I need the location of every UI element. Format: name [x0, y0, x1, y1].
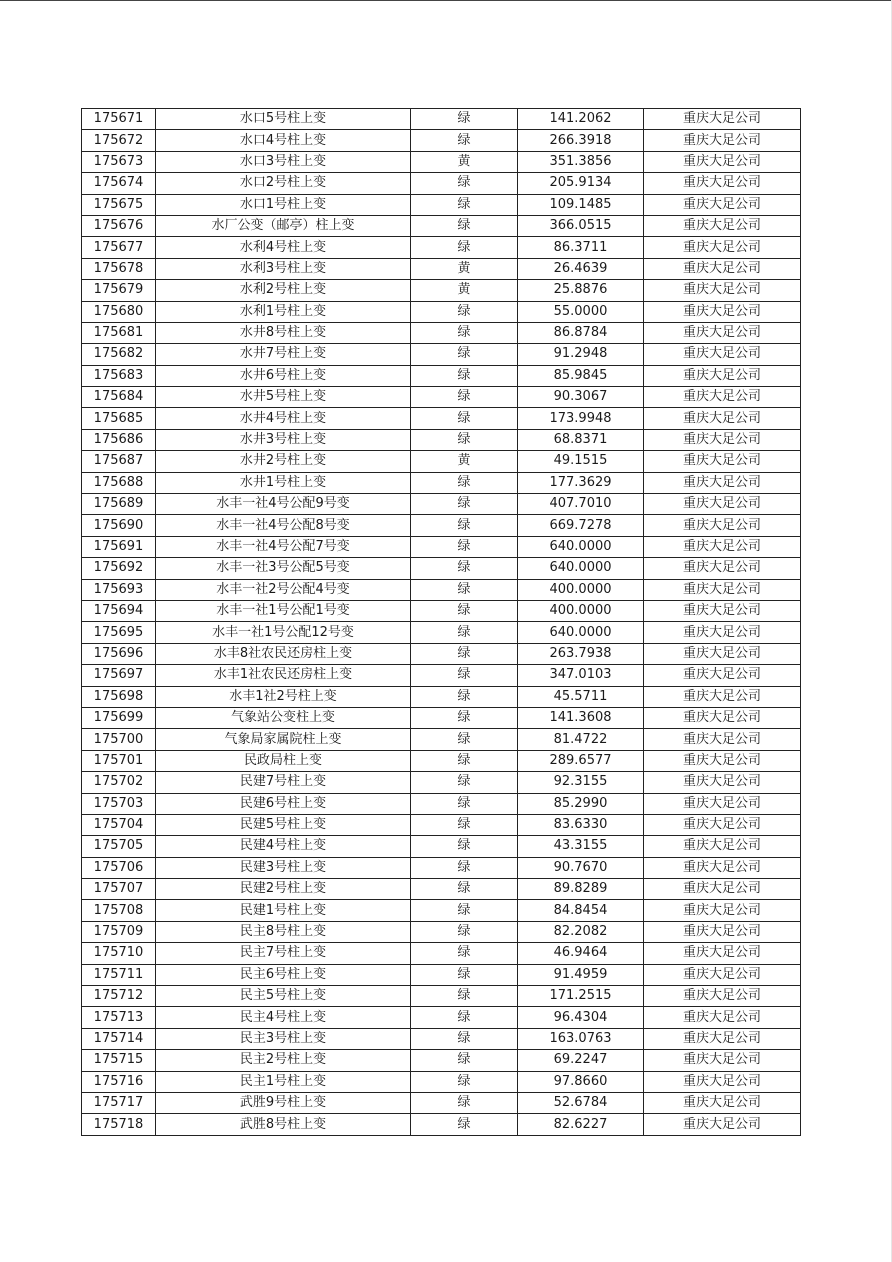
cell-status: 绿: [411, 536, 518, 557]
cell-name: 民主2号柱上变: [156, 1050, 411, 1071]
cell-value: 55.0000: [518, 301, 644, 322]
cell-id: 175713: [82, 1007, 156, 1028]
cell-company: 重庆大足公司: [644, 408, 801, 429]
cell-status: 绿: [411, 194, 518, 215]
cell-value: 351.3856: [518, 151, 644, 172]
table-row: [82, 365, 801, 386]
cell-value: 407.7010: [518, 494, 644, 515]
cell-value: 43.3155: [518, 836, 644, 857]
cell-name: 水口1号柱上变: [156, 194, 411, 215]
table-row: [82, 964, 801, 985]
cell-name: 武胜9号柱上变: [156, 1092, 411, 1113]
cell-value: 82.2082: [518, 921, 644, 942]
cell-name: 水井2号柱上变: [156, 451, 411, 472]
cell-company: 重庆大足公司: [644, 964, 801, 985]
cell-company: 重庆大足公司: [644, 879, 801, 900]
cell-name: 气象站公变柱上变: [156, 707, 411, 728]
cell-status: 绿: [411, 750, 518, 771]
cell-value: 86.3711: [518, 237, 644, 258]
cell-id: 175686: [82, 429, 156, 450]
cell-name: 水井8号柱上变: [156, 322, 411, 343]
cell-id: 175715: [82, 1050, 156, 1071]
cell-company: 重庆大足公司: [644, 280, 801, 301]
cell-name: 水口4号柱上变: [156, 130, 411, 151]
cell-name: 水口5号柱上变: [156, 109, 411, 130]
cell-value: 25.8876: [518, 280, 644, 301]
cell-id: 175691: [82, 536, 156, 557]
cell-name: 水利4号柱上变: [156, 237, 411, 258]
cell-company: 重庆大足公司: [644, 215, 801, 236]
cell-company: 重庆大足公司: [644, 1092, 801, 1113]
cell-value: 177.3629: [518, 472, 644, 493]
cell-value: 26.4639: [518, 258, 644, 279]
cell-id: 175714: [82, 1028, 156, 1049]
cell-company: 重庆大足公司: [644, 1114, 801, 1135]
transformer-table-sheet: [81, 108, 800, 1136]
cell-name: 水口3号柱上变: [156, 151, 411, 172]
cell-value: 90.3067: [518, 387, 644, 408]
cell-status: 绿: [411, 365, 518, 386]
cell-name: 水井4号柱上变: [156, 408, 411, 429]
cell-value: 289.6577: [518, 750, 644, 771]
cell-id: 175707: [82, 879, 156, 900]
cell-id: 175704: [82, 814, 156, 835]
cell-id: 175674: [82, 173, 156, 194]
cell-id: 175702: [82, 772, 156, 793]
cell-company: 重庆大足公司: [644, 793, 801, 814]
table-row: [82, 921, 801, 942]
cell-status: 绿: [411, 600, 518, 621]
table-row: [82, 130, 801, 151]
cell-status: 绿: [411, 387, 518, 408]
table-row: [82, 387, 801, 408]
cell-name: 水口2号柱上变: [156, 173, 411, 194]
cell-id: 175688: [82, 472, 156, 493]
cell-company: 重庆大足公司: [644, 451, 801, 472]
cell-company: 重庆大足公司: [644, 772, 801, 793]
cell-status: 绿: [411, 622, 518, 643]
transformer-table: [81, 108, 801, 1136]
cell-id: 175679: [82, 280, 156, 301]
cell-id: 175673: [82, 151, 156, 172]
table-row: [82, 665, 801, 686]
cell-company: 重庆大足公司: [644, 536, 801, 557]
cell-value: 96.4304: [518, 1007, 644, 1028]
cell-id: 175705: [82, 836, 156, 857]
cell-name: 水丰一社4号公配8号变: [156, 515, 411, 536]
cell-value: 266.3918: [518, 130, 644, 151]
cell-company: 重庆大足公司: [644, 643, 801, 664]
cell-value: 163.0763: [518, 1028, 644, 1049]
cell-company: 重庆大足公司: [644, 579, 801, 600]
cell-name: 民建7号柱上变: [156, 772, 411, 793]
cell-company: 重庆大足公司: [644, 515, 801, 536]
table-row: [82, 1092, 801, 1113]
table-row: [82, 472, 801, 493]
cell-id: 175671: [82, 109, 156, 130]
cell-id: 175683: [82, 365, 156, 386]
cell-company: 重庆大足公司: [644, 151, 801, 172]
cell-status: 绿: [411, 130, 518, 151]
cell-value: 81.4722: [518, 729, 644, 750]
cell-company: 重庆大足公司: [644, 344, 801, 365]
cell-company: 重庆大足公司: [644, 387, 801, 408]
cell-id: 175676: [82, 215, 156, 236]
cell-status: 绿: [411, 879, 518, 900]
table-row: [82, 558, 801, 579]
cell-name: 民建1号柱上变: [156, 900, 411, 921]
cell-id: 175700: [82, 729, 156, 750]
table-row: [82, 836, 801, 857]
cell-status: 绿: [411, 1071, 518, 1092]
cell-value: 366.0515: [518, 215, 644, 236]
cell-value: 45.5711: [518, 686, 644, 707]
cell-status: 绿: [411, 579, 518, 600]
table-row: [82, 194, 801, 215]
cell-id: 175718: [82, 1114, 156, 1135]
cell-name: 水利3号柱上变: [156, 258, 411, 279]
cell-name: 气象局家属院柱上变: [156, 729, 411, 750]
cell-value: 640.0000: [518, 536, 644, 557]
cell-id: 175706: [82, 857, 156, 878]
cell-id: 175712: [82, 986, 156, 1007]
table-row: [82, 750, 801, 771]
table-row: [82, 686, 801, 707]
cell-id: 175692: [82, 558, 156, 579]
cell-name: 水丰一社2号公配4号变: [156, 579, 411, 600]
cell-id: 175711: [82, 964, 156, 985]
cell-company: 重庆大足公司: [644, 814, 801, 835]
cell-name: 水丰一社4号公配9号变: [156, 494, 411, 515]
cell-status: 绿: [411, 921, 518, 942]
cell-id: 175709: [82, 921, 156, 942]
cell-company: 重庆大足公司: [644, 1028, 801, 1049]
cell-company: 重庆大足公司: [644, 750, 801, 771]
cell-value: 669.7278: [518, 515, 644, 536]
cell-status: 绿: [411, 1050, 518, 1071]
cell-name: 水丰一社3号公配5号变: [156, 558, 411, 579]
cell-id: 175689: [82, 494, 156, 515]
cell-status: 绿: [411, 943, 518, 964]
cell-name: 水井5号柱上变: [156, 387, 411, 408]
cell-company: 重庆大足公司: [644, 322, 801, 343]
cell-company: 重庆大足公司: [644, 258, 801, 279]
cell-name: 民建3号柱上变: [156, 857, 411, 878]
cell-id: 175710: [82, 943, 156, 964]
cell-id: 175699: [82, 707, 156, 728]
cell-status: 绿: [411, 215, 518, 236]
cell-status: 绿: [411, 173, 518, 194]
cell-id: 175680: [82, 301, 156, 322]
cell-id: 175701: [82, 750, 156, 771]
table-row: [82, 451, 801, 472]
cell-status: 绿: [411, 494, 518, 515]
cell-value: 141.3608: [518, 707, 644, 728]
cell-id: 175716: [82, 1071, 156, 1092]
cell-company: 重庆大足公司: [644, 194, 801, 215]
table-row: [82, 215, 801, 236]
table-row: [82, 109, 801, 130]
cell-name: 民建4号柱上变: [156, 836, 411, 857]
cell-status: 绿: [411, 1007, 518, 1028]
table-row: [82, 1114, 801, 1135]
cell-id: 175677: [82, 237, 156, 258]
cell-id: 175703: [82, 793, 156, 814]
cell-status: 黄: [411, 258, 518, 279]
cell-id: 175685: [82, 408, 156, 429]
cell-value: 86.8784: [518, 322, 644, 343]
cell-company: 重庆大足公司: [644, 622, 801, 643]
table-row: [82, 536, 801, 557]
table-row: [82, 643, 801, 664]
cell-id: 175697: [82, 665, 156, 686]
cell-name: 水井3号柱上变: [156, 429, 411, 450]
cell-name: 民建5号柱上变: [156, 814, 411, 835]
cell-value: 52.6784: [518, 1092, 644, 1113]
cell-value: 85.2990: [518, 793, 644, 814]
cell-company: 重庆大足公司: [644, 472, 801, 493]
cell-status: 绿: [411, 322, 518, 343]
table-row: [82, 1050, 801, 1071]
cell-company: 重庆大足公司: [644, 558, 801, 579]
cell-status: 绿: [411, 109, 518, 130]
cell-status: 绿: [411, 836, 518, 857]
cell-value: 263.7938: [518, 643, 644, 664]
table-row: [82, 429, 801, 450]
cell-id: 175687: [82, 451, 156, 472]
table-row: [82, 600, 801, 621]
cell-company: 重庆大足公司: [644, 665, 801, 686]
table-row: [82, 1071, 801, 1092]
table-row: [82, 280, 801, 301]
table-row: [82, 729, 801, 750]
cell-company: 重庆大足公司: [644, 986, 801, 1007]
cell-id: 175694: [82, 600, 156, 621]
cell-value: 83.6330: [518, 814, 644, 835]
cell-status: 黄: [411, 451, 518, 472]
cell-status: 绿: [411, 665, 518, 686]
cell-status: 绿: [411, 301, 518, 322]
table-row: [82, 900, 801, 921]
table-row: [82, 408, 801, 429]
cell-value: 205.9134: [518, 173, 644, 194]
cell-value: 171.2515: [518, 986, 644, 1007]
cell-value: 640.0000: [518, 622, 644, 643]
cell-value: 91.4959: [518, 964, 644, 985]
cell-status: 黄: [411, 151, 518, 172]
cell-name: 武胜8号柱上变: [156, 1114, 411, 1135]
cell-id: 175717: [82, 1092, 156, 1113]
cell-name: 水利2号柱上变: [156, 280, 411, 301]
table-row: [82, 344, 801, 365]
cell-status: 绿: [411, 793, 518, 814]
cell-company: 重庆大足公司: [644, 173, 801, 194]
cell-name: 民主8号柱上变: [156, 921, 411, 942]
cell-status: 绿: [411, 729, 518, 750]
cell-id: 175708: [82, 900, 156, 921]
cell-value: 82.6227: [518, 1114, 644, 1135]
cell-value: 91.2948: [518, 344, 644, 365]
page-top-border: [0, 0, 892, 1]
cell-company: 重庆大足公司: [644, 921, 801, 942]
cell-status: 绿: [411, 964, 518, 985]
cell-company: 重庆大足公司: [644, 836, 801, 857]
cell-status: 绿: [411, 472, 518, 493]
cell-status: 绿: [411, 857, 518, 878]
table-row: [82, 814, 801, 835]
cell-value: 49.1515: [518, 451, 644, 472]
cell-company: 重庆大足公司: [644, 857, 801, 878]
table-row: [82, 772, 801, 793]
cell-company: 重庆大足公司: [644, 130, 801, 151]
cell-status: 绿: [411, 707, 518, 728]
cell-company: 重庆大足公司: [644, 429, 801, 450]
cell-value: 68.8371: [518, 429, 644, 450]
cell-value: 141.2062: [518, 109, 644, 130]
cell-value: 46.9464: [518, 943, 644, 964]
cell-status: 绿: [411, 1114, 518, 1135]
table-row: [82, 579, 801, 600]
cell-name: 水井7号柱上变: [156, 344, 411, 365]
cell-value: 84.8454: [518, 900, 644, 921]
cell-company: 重庆大足公司: [644, 943, 801, 964]
cell-status: 绿: [411, 900, 518, 921]
table-row: [82, 151, 801, 172]
cell-company: 重庆大足公司: [644, 707, 801, 728]
table-row: [82, 258, 801, 279]
cell-company: 重庆大足公司: [644, 237, 801, 258]
cell-name: 水井1号柱上变: [156, 472, 411, 493]
cell-name: 水丰一社4号公配7号变: [156, 536, 411, 557]
cell-name: 水丰一社1号公配12号变: [156, 622, 411, 643]
cell-value: 97.8660: [518, 1071, 644, 1092]
cell-name: 民政局柱上变: [156, 750, 411, 771]
cell-value: 89.8289: [518, 879, 644, 900]
cell-status: 绿: [411, 686, 518, 707]
cell-name: 水厂公变（邮亭）柱上变: [156, 215, 411, 236]
cell-company: 重庆大足公司: [644, 600, 801, 621]
table-row: [82, 943, 801, 964]
cell-id: 175690: [82, 515, 156, 536]
cell-id: 175695: [82, 622, 156, 643]
table-row: [82, 301, 801, 322]
table-row: [82, 707, 801, 728]
table-row: [82, 494, 801, 515]
table-body: [82, 109, 801, 1136]
cell-company: 重庆大足公司: [644, 686, 801, 707]
cell-name: 民主6号柱上变: [156, 964, 411, 985]
cell-company: 重庆大足公司: [644, 1071, 801, 1092]
cell-value: 400.0000: [518, 579, 644, 600]
cell-company: 重庆大足公司: [644, 301, 801, 322]
cell-name: 民主3号柱上变: [156, 1028, 411, 1049]
cell-id: 175698: [82, 686, 156, 707]
cell-name: 水井6号柱上变: [156, 365, 411, 386]
cell-name: 水丰1社农民还房柱上变: [156, 665, 411, 686]
cell-value: 69.2247: [518, 1050, 644, 1071]
cell-id: 175672: [82, 130, 156, 151]
cell-value: 90.7670: [518, 857, 644, 878]
cell-name: 民主4号柱上变: [156, 1007, 411, 1028]
cell-status: 绿: [411, 558, 518, 579]
cell-company: 重庆大足公司: [644, 900, 801, 921]
cell-name: 民建6号柱上变: [156, 793, 411, 814]
cell-value: 109.1485: [518, 194, 644, 215]
cell-value: 85.9845: [518, 365, 644, 386]
cell-name: 水丰1社2号柱上变: [156, 686, 411, 707]
cell-id: 175696: [82, 643, 156, 664]
cell-company: 重庆大足公司: [644, 109, 801, 130]
cell-status: 绿: [411, 772, 518, 793]
cell-company: 重庆大足公司: [644, 1007, 801, 1028]
cell-id: 175693: [82, 579, 156, 600]
table-row: [82, 879, 801, 900]
cell-company: 重庆大足公司: [644, 494, 801, 515]
cell-status: 绿: [411, 1028, 518, 1049]
table-row: [82, 857, 801, 878]
cell-status: 绿: [411, 643, 518, 664]
cell-id: 175684: [82, 387, 156, 408]
cell-status: 绿: [411, 344, 518, 365]
cell-value: 640.0000: [518, 558, 644, 579]
table-row: [82, 986, 801, 1007]
cell-status: 绿: [411, 814, 518, 835]
cell-id: 175682: [82, 344, 156, 365]
cell-value: 400.0000: [518, 600, 644, 621]
cell-company: 重庆大足公司: [644, 1050, 801, 1071]
cell-company: 重庆大足公司: [644, 365, 801, 386]
table-row: [82, 1007, 801, 1028]
cell-name: 民主7号柱上变: [156, 943, 411, 964]
cell-status: 绿: [411, 515, 518, 536]
cell-value: 173.9948: [518, 408, 644, 429]
cell-id: 175681: [82, 322, 156, 343]
cell-status: 绿: [411, 429, 518, 450]
cell-name: 水利1号柱上变: [156, 301, 411, 322]
cell-id: 175675: [82, 194, 156, 215]
table-row: [82, 515, 801, 536]
table-row: [82, 793, 801, 814]
cell-status: 绿: [411, 237, 518, 258]
cell-name: 水丰一社1号公配1号变: [156, 600, 411, 621]
cell-name: 民主1号柱上变: [156, 1071, 411, 1092]
table-row: [82, 622, 801, 643]
cell-status: 绿: [411, 1092, 518, 1113]
table-row: [82, 1028, 801, 1049]
cell-id: 175678: [82, 258, 156, 279]
cell-value: 92.3155: [518, 772, 644, 793]
cell-status: 黄: [411, 280, 518, 301]
table-row: [82, 173, 801, 194]
cell-company: 重庆大足公司: [644, 729, 801, 750]
cell-name: 民建2号柱上变: [156, 879, 411, 900]
cell-name: 民主5号柱上变: [156, 986, 411, 1007]
cell-name: 水丰8社农民还房柱上变: [156, 643, 411, 664]
cell-status: 绿: [411, 408, 518, 429]
cell-status: 绿: [411, 986, 518, 1007]
table-row: [82, 322, 801, 343]
cell-value: 347.0103: [518, 665, 644, 686]
table-row: [82, 237, 801, 258]
